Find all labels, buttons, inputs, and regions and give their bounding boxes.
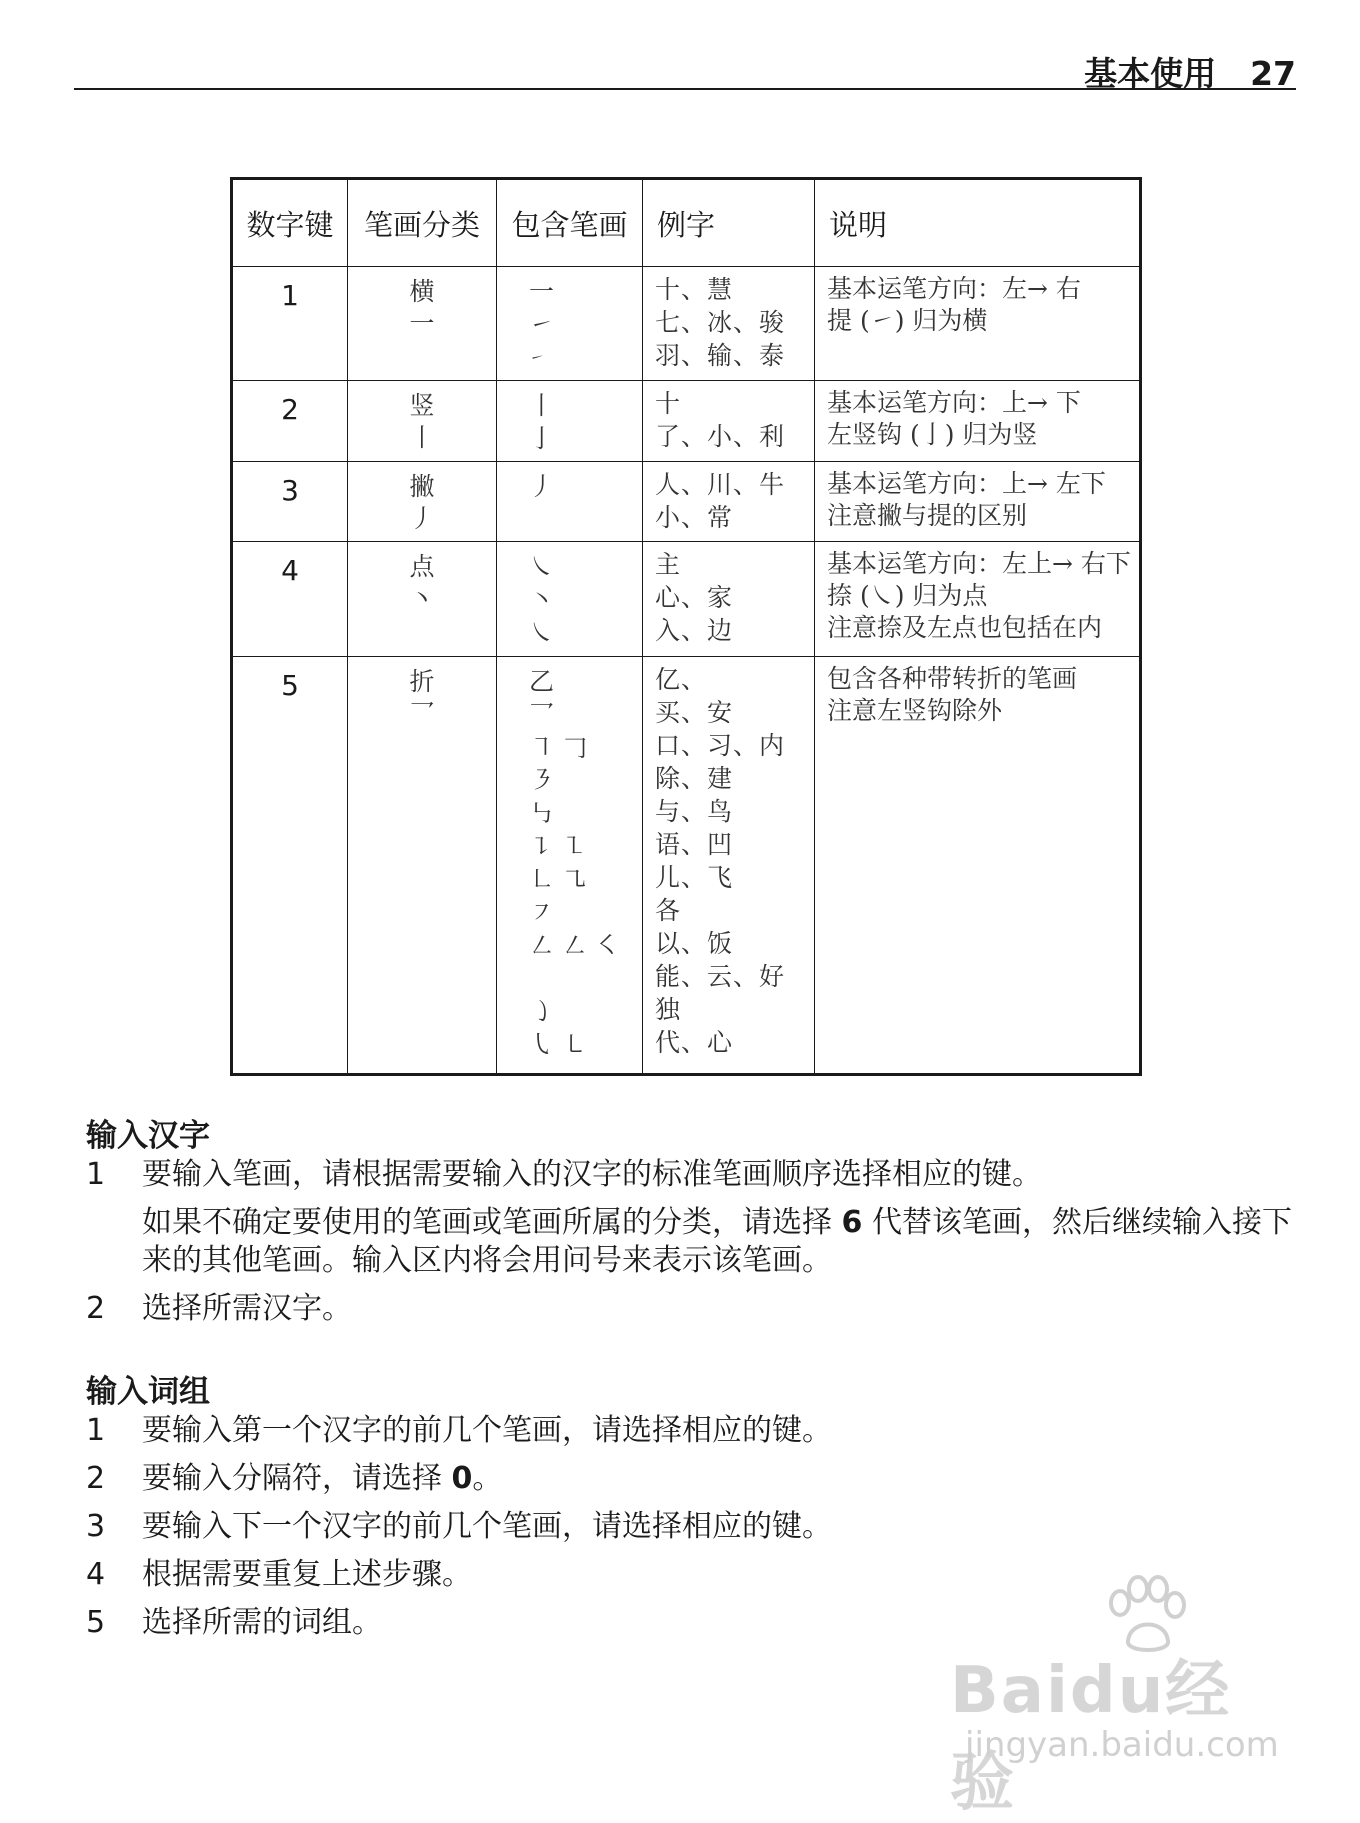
description-cell: 基本运笔方向：左上→ 右下 捺 (㇏) 归为点 注意捺及左点也包括在内 [815, 542, 1141, 657]
list-number: 5 [86, 1605, 106, 1640]
list-text: 选择所需的词组。 [142, 1605, 382, 1640]
list-item [86, 1290, 1296, 1328]
examples-cell: 主 心、家 入、边 [643, 542, 815, 657]
stroke-table [230, 177, 1142, 1076]
strokes-cell: 丨 亅 [497, 381, 643, 462]
key-cell: 3 [232, 462, 348, 542]
list-text: 要输入第一个汉字的前几个笔画，请选择相应的键。 [142, 1413, 832, 1448]
list-item [86, 1508, 1296, 1546]
description-cell: 基本运笔方向：上→ 下 左竖钩 (亅) 归为竖 [815, 381, 1141, 462]
page-number: 27 [1250, 54, 1296, 93]
header-title [1084, 48, 1296, 95]
page-header [74, 44, 1296, 93]
section-title-input-phrases: 输入词组 [86, 1374, 210, 1410]
list-number: 3 [86, 1509, 106, 1544]
list-number: 2 [86, 1461, 106, 1496]
list-text: 根据需要重复上述步骤。 [142, 1557, 472, 1592]
key-cell: 2 [232, 381, 348, 462]
strokes-cell: 丿 [497, 462, 643, 542]
watermark-url: jingyan.baidu.com [965, 1725, 1279, 1765]
list-item [86, 1460, 1296, 1498]
header-key: 数字键 [232, 179, 348, 267]
strokes-cell: 一 ㇀ ㇀ [497, 267, 643, 381]
list-text: 要输入笔画，请根据需要输入的汉字的标准笔画顺序选择相应的键。 [142, 1157, 1042, 1192]
table-row [232, 381, 1141, 462]
key-6: 6 [841, 1205, 863, 1240]
header-category: 笔画分类 [348, 179, 497, 267]
table-row [232, 542, 1141, 657]
key-cell: 4 [232, 542, 348, 657]
key-cell: 1 [232, 267, 348, 381]
table-row [232, 267, 1141, 381]
table-header-row [232, 179, 1141, 267]
examples-cell: 十 了、小、利 [643, 381, 815, 462]
category-cell: 竖 丨 [348, 381, 497, 462]
strokes-cell: ㇏ ㇔ ㇏ [497, 542, 643, 657]
section-title: 基本使用 [1084, 54, 1217, 93]
category-cell: 点 丶 [348, 542, 497, 657]
header-examples: 例字 [643, 179, 815, 267]
watermark-logo-text: Baidu经验 [950, 1654, 1232, 1820]
list-text: 选择所需汉字。 [142, 1291, 352, 1326]
list-subtext: 如果不确定要使用的笔画或笔画所属的分类，请选择 6 代替该笔画，然后继续输入接下来的其他笔画。输入区内将会用问号来表示该笔画。 [142, 1205, 1292, 1278]
header-description: 说明 [815, 179, 1141, 267]
list-text: 要输入下一个汉字的前几个笔画，请选择相应的键。 [142, 1509, 832, 1544]
description-cell: 包含各种带转折的笔画 注意左竖钩除外 [815, 657, 1141, 1075]
category-cell: 横 一 [348, 267, 497, 381]
header-strokes: 包含笔画 [497, 179, 643, 267]
baidu-watermark [950, 1575, 1290, 1820]
table-row [232, 657, 1141, 1075]
list-item [86, 1156, 1296, 1280]
examples-cell: 亿、 买、安 口、习、内 除、建 与、鸟 语、凹 儿、飞 各 以、饭 能、云、好 独 代、心 [643, 657, 815, 1075]
category-cell: 撇 丿 [348, 462, 497, 542]
list-number: 1 [86, 1157, 106, 1192]
description-cell: 基本运笔方向：上→ 左下 注意撇与提的区别 [815, 462, 1141, 542]
list-number: 4 [86, 1557, 106, 1592]
body-text [86, 1110, 1296, 1652]
examples-cell: 十、慧 七、冰、骏 羽、输、泰 [643, 267, 815, 381]
list-number: 1 [86, 1413, 106, 1448]
key-cell: 5 [232, 657, 348, 1075]
table-row [232, 462, 1141, 542]
list-number: 2 [86, 1291, 106, 1326]
list-text: 要输入分隔符，请选择 0。 [142, 1461, 503, 1496]
strokes-cell: 乙 乛 ㇕ 𠃌 ㇋ ㇉ ㇊ ㇅ ㇗ ㇈ ㇇ ㇜ ㇜ ㇛ ㇁ ㇂ ㇄ [497, 657, 643, 1075]
category-cell: 折 乛 [348, 657, 497, 1075]
examples-cell: 人、川、牛 小、常 [643, 462, 815, 542]
section-title-input-chars: 输入汉字 [86, 1118, 210, 1154]
key-0: 0 [451, 1461, 473, 1496]
description-cell: 基本运笔方向：左→ 右 提 (㇀) 归为横 [815, 267, 1141, 381]
list-item [86, 1412, 1296, 1450]
